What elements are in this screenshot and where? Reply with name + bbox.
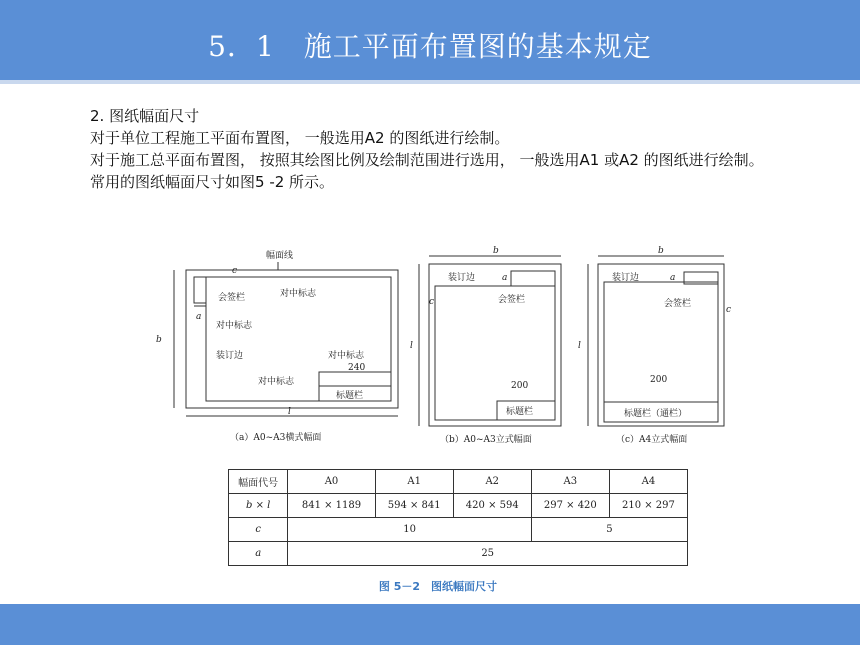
a-b-label: b [156,335,162,345]
b-binding-edge-label: 装订边 [448,273,476,283]
table-cell: 594 × 841 [375,494,453,518]
table-cell: 841 × 1189 [288,494,375,518]
b-outer-frame [429,264,561,426]
table-header-cell: A1 [375,470,453,494]
a-frame-line-label: 幅面线 [266,251,294,261]
b-caption: （b）A0~A3立式幅面 [440,435,532,445]
a-dim-box [319,372,391,386]
c-a-label: a [670,273,676,283]
table-cell: 297 × 420 [531,494,609,518]
c-b-label: b [658,246,664,256]
table-header-cell: A2 [453,470,531,494]
a-dim-240-label: 240 [348,363,366,373]
a-l-label: l [288,407,291,417]
c-inner-frame [604,282,718,422]
c-l-label: l [578,341,581,351]
c-caption: （c）A4立式幅面 [616,435,688,445]
b-inner-frame [435,286,555,420]
table-row [229,542,688,566]
a-countersign-box [194,277,206,303]
b-c-label: c [429,297,435,307]
b-title-block-label: 标题栏 [506,407,534,417]
c-c-label: c [726,305,732,315]
a-caption: （a）A0~A3横式幅面 [230,433,322,443]
c-binding-edge-label: 装订边 [612,273,640,283]
table-cell: 5 [531,518,687,542]
slide-title: 5．1 施工平面布置图的基本规定 [208,30,652,63]
paragraph-figure-ref: 常用的图纸幅面尺寸如图5 -2 所示。 [90,173,335,191]
table-row [229,518,688,542]
b-a-label: a [502,273,508,283]
table-header-cell: A0 [288,470,375,494]
a-c-label: c [232,266,238,276]
paragraph-unit-project: 对于单位工程施工平面布置图， 一般选用A2 的图纸进行绘制。 [90,129,510,147]
bottom-bar [0,604,860,645]
a-center-mark-top-label: 对中标志 [280,289,317,299]
a-title-block-label: 标题栏 [336,391,364,401]
table-header-cell: 幅面代号 [229,470,288,494]
table-header-cell: A3 [531,470,609,494]
table-row-label: a [229,542,288,566]
table-cell: 10 [288,518,531,542]
table-header-cell: A4 [609,470,687,494]
b-countersign-box [511,271,555,286]
table-cell: 25 [288,542,688,566]
a-center-mark-left-label: 对中标志 [216,321,253,331]
a-binding-edge-label: 装订边 [216,351,244,361]
table-row [229,494,688,518]
c-title-block-label: 标题栏（通栏） [624,409,688,419]
b-l-label: l [410,341,413,351]
b-dim-200-label: 200 [511,381,529,391]
table-cell: 420 × 594 [453,494,531,518]
title-bar-shadow [0,80,860,84]
body-text [52,105,812,193]
b-countersign-label: 会签栏 [498,295,526,305]
paper-size-table [228,469,688,566]
table-header-row [229,470,688,494]
a-countersign-label: 会签栏 [218,293,246,303]
table-row-label: c [229,518,288,542]
figure-caption: 图 5－2 图纸幅面尺寸 [378,580,498,593]
a-center-mark-bottom-label: 对中标志 [258,377,295,387]
c-countersign-label: 会签栏 [664,299,692,309]
a-a-label: a [196,312,202,322]
paragraph-heading: 2. 图纸幅面尺寸 [90,107,200,125]
table-row-label: b × l [229,494,288,518]
c-dim-200-label: 200 [650,375,668,385]
b-b-label: b [493,246,499,256]
table-cell: 210 × 297 [609,494,687,518]
paragraph-general-layout: 对于施工总平面布置图， 按照其绘图比例及绘制范围进行选用， 一般选用A1 或A2 的图纸进行绘制。 [90,151,764,169]
a-center-mark-right-label: 对中标志 [328,351,365,361]
